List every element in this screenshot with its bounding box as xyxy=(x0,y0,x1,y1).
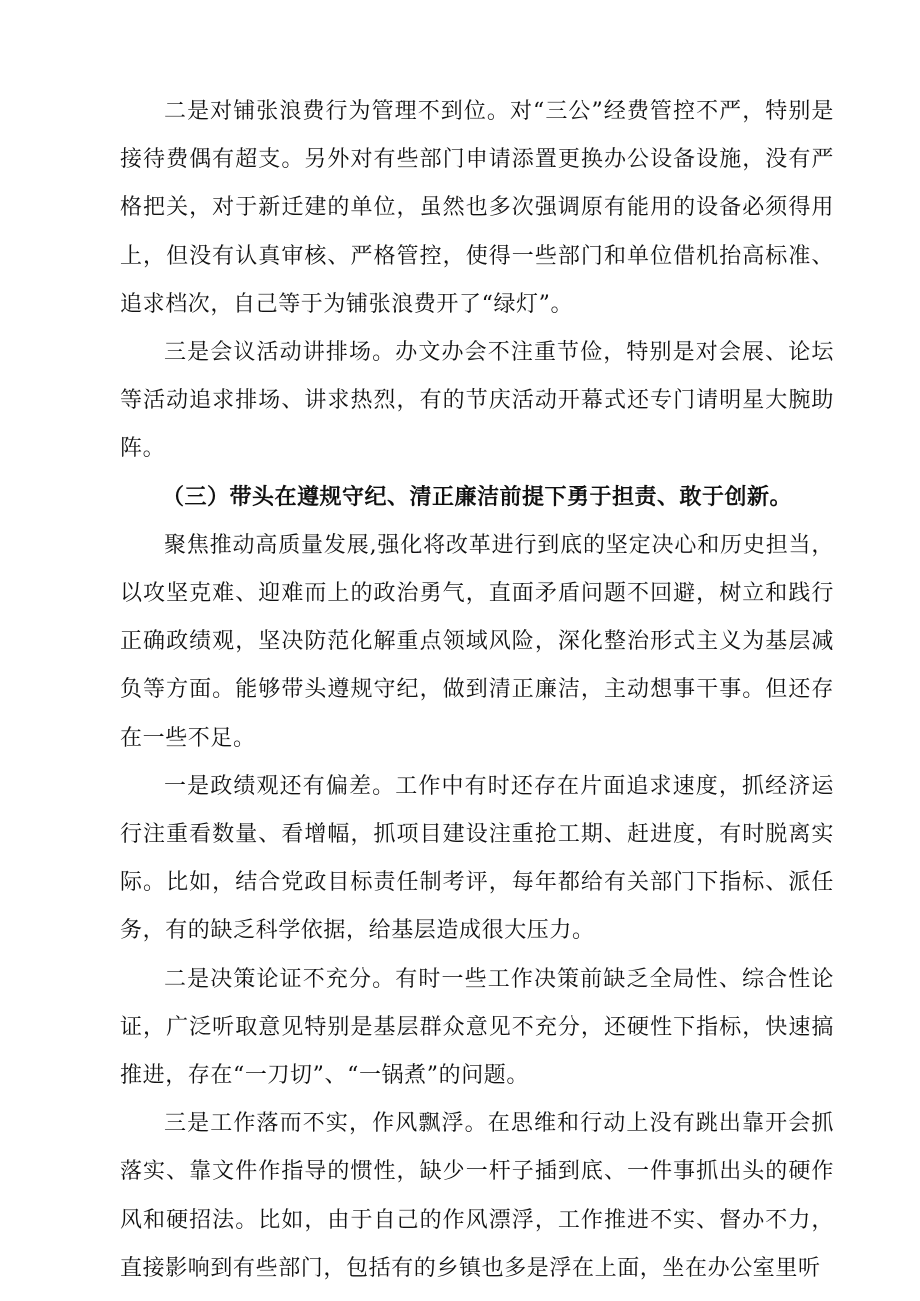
paragraph-waste-management: 二是对铺张浪费行为管理不到位。对“三公”经费管控不严，特别是接待费偶有超支。另外对有些部门申请添置更换办公设备设施，没有严格把关，对于新迁建的单位，虽然也多次强调原有能用的设备必须得用上，但没有认真审核、严格管控，使得一些部门和单位借机抬高标准、追求档次，自己等于为铺张浪费开了“绿灯”。 xyxy=(120,99,834,317)
paragraph-work-style: 三是工作落而不实，作风飘浮。在思维和行动上没有跳出靠开会抓落实、靠文件作指导的惯性，缺少一杆子插到底、一件事抓出头的硬作风和硬招法。比如，由于自己的作风漂浮，工作推进不实、督办不力，直接影响到有些部门，包括有的乡镇也多是浮在上面，坐在办公室里听 xyxy=(120,1111,834,1281)
paragraph-high-quality-development: 聚焦推动高质量发展,强化将改革进行到底的坚定决心和历史担当，以攻坚克难、迎难而上的政治勇气，直面矛盾问题不回避，树立和践行正确政绩观，坚决防范化解重点领域风险，深化整治形式主义为基层减负等方面。能够带头遵规守纪，做到清正廉洁，主动想事干事。但还存在一些不足。 xyxy=(120,532,834,751)
paragraph-meeting-extravagance: 三是会议活动讲排场。办文办会不注重节俭，特别是对会展、论坛等活动追求排场、讲求热烈，有的节庆活动开幕式还专门请明星大腕助阵。 xyxy=(120,340,834,462)
section-heading-three: （三）带头在遵规守纪、清正廉洁前提下勇于担责、敢于创新。 xyxy=(161,484,792,510)
paragraph-decision-making: 二是决策论证不充分。有时一些工作决策前缺乏全局性、综合性论证，广泛听取意见特别是基层群众意见不充分，还硬性下指标，快速搞推进，存在“一刀切”、“一锅煮”的问题。 xyxy=(120,966,834,1089)
document-body xyxy=(120,88,834,1293)
paragraph-performance-view: 一是政绩观还有偏差。工作中有时还存在片面追求速度，抓经济运行注重看数量、看增幅，抓项目建设注重抢工期、赶进度，有时脱离实际。比如，结合党政目标责任制考评，每年都给有关部门下指标、派任务，有的缺乏科学依据，给基层造成很大压力。 xyxy=(120,773,834,944)
